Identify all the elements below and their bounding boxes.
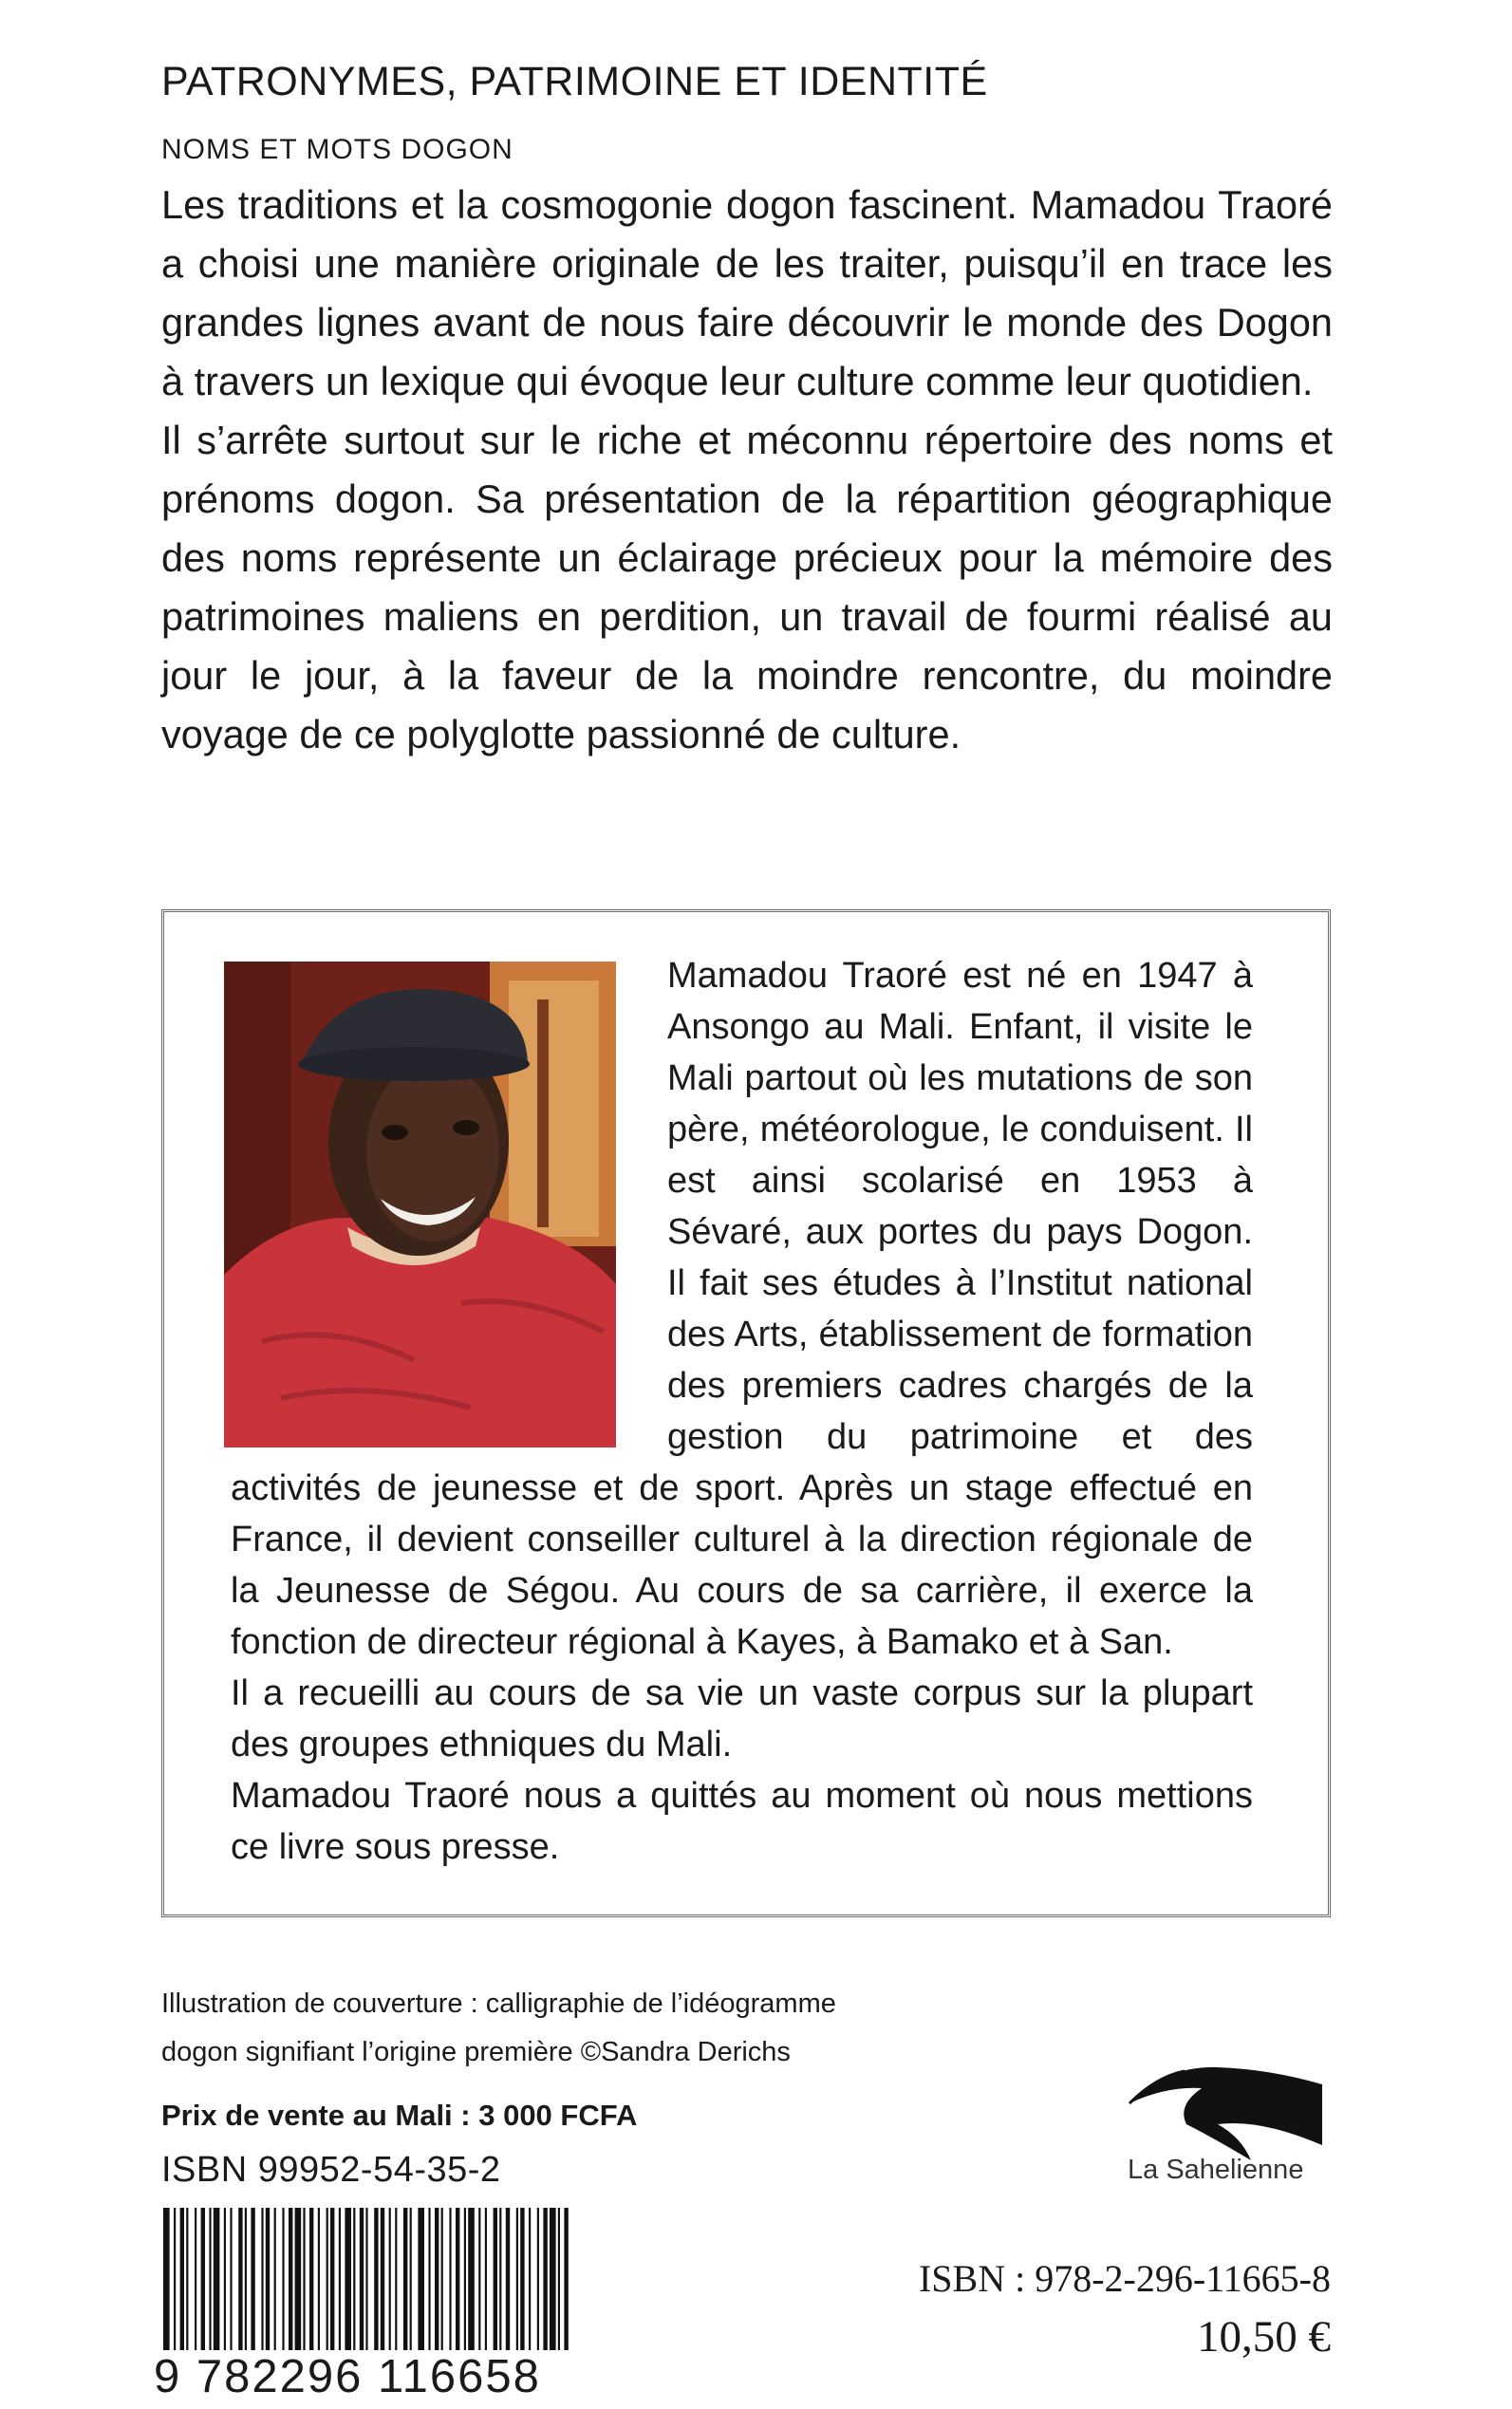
- barcode-bar: [245, 2208, 247, 2369]
- bio-paragraph: Il a recueilli au cours de sa vie un vaste corpus sur la plupart des groupes ethniques du Mali.: [231, 1673, 1253, 1765]
- barcode-bar: [174, 2208, 176, 2369]
- barcode-bar: [418, 2208, 424, 2369]
- barcode: [163, 2208, 571, 2369]
- barcode-bar: [516, 2208, 518, 2369]
- barcode-bar: [558, 2208, 560, 2369]
- barcode-bar: [468, 2208, 475, 2369]
- barcode-bar: [186, 2208, 188, 2369]
- barcode-bar: [330, 2208, 334, 2369]
- barcode-bar: [353, 2208, 355, 2369]
- barcode-bar: [266, 2208, 270, 2369]
- barcode-bar: [238, 2208, 242, 2369]
- barcode-bar: [529, 2208, 531, 2369]
- barcode-bar: [360, 2208, 364, 2369]
- barcode-bar: [389, 2208, 391, 2369]
- barcode-bar: [289, 2208, 292, 2369]
- price-euro: 10,50 €: [1197, 2312, 1331, 2362]
- barcode-bar: [428, 2208, 430, 2369]
- barcode-bar: [564, 2208, 568, 2369]
- barcode-bar: [214, 2208, 220, 2369]
- blurb-paragraph: Il s’arrête surtout sur le riche et méconnu répertoire des noms et prénoms dogon. Sa présentation de la répartition géographique des noms représente un éclairage précieux pour la mémoire des patrimoines maliens en perdition, un travail de fourmi réalisé au jour le jour, à la faveur de la moindre rencontre, du moindre voyage de ce polyglotte passionné de culture.: [161, 418, 1333, 756]
- barcode-bar: [339, 2208, 341, 2369]
- credit-line: dogon signifiant l’origine première ©Sandra Derichs: [161, 2037, 791, 2067]
- barcode-bar: [374, 2208, 378, 2369]
- barcode-bar: [395, 2208, 397, 2369]
- barcode-bar: [464, 2208, 466, 2369]
- book-subtitle: NOMS ET MOTS DOGON: [161, 134, 513, 165]
- blurb-paragraph: Les traditions et la cosmogonie dogon fascinent. Mamadou Traoré a choisi une manière originale de les traiter, puisqu’il en trace les grandes lignes avant de nous faire découvrir le monde des Dogon à travers un lexique qui évoque leur culture comme leur quotidien.: [161, 182, 1333, 403]
- barcode-bar: [435, 2208, 439, 2369]
- cover-credit: [161, 1980, 836, 2077]
- bio-paragraph: Mamadou Traoré est né en 1947 à Ansongo au Mali. Enfant, il visite le Mali partout où les mutations de son père, météorologue, le conduisent. Il est ainsi scolarisé en 1953 à Sévaré, aux portes du pays Dogon. Il fait ses études à l’Institut national des Arts, établissement de formation des premiers cadres chargés de la gestion du patrimoine et des activités de jeunesse et de sport. Après un stage effectué en France, il devient conseiller culturel à la direction régionale de la Jeunesse de Ségou. Au cours de sa carrière, il exerce la fonction de directeur régional à Kayes, à Bamako et à San.: [231, 956, 1253, 1662]
- barcode-bar: [327, 2208, 328, 2369]
- barcode-bar: [485, 2208, 487, 2369]
- barcode-bar: [410, 2208, 412, 2369]
- publisher-name: La Sahelienne: [1128, 2155, 1304, 2185]
- book-title: PATRONYMES, PATRIMOINE ET IDENTITÉ: [161, 59, 988, 104]
- barcode-bar: [506, 2208, 510, 2369]
- barcode-bar: [365, 2208, 367, 2369]
- credit-line: Illustration de couverture : calligraphie de l’idéogramme: [161, 1989, 836, 2019]
- price-mali: Prix de vente au Mali : 3 000 FCFA: [161, 2099, 638, 2132]
- barcode-bar: [456, 2208, 459, 2369]
- barcode-bar: [520, 2208, 524, 2369]
- barcode-bar: [303, 2208, 305, 2369]
- barcode-bar: [449, 2208, 451, 2369]
- barcode-bar: [441, 2208, 443, 2369]
- barcode-bar: [381, 2208, 384, 2369]
- book-blurb: [161, 176, 1333, 764]
- author-bio-box: [161, 909, 1331, 1917]
- isbn-main: ISBN : 978-2-296-11665-8: [918, 2257, 1331, 2300]
- barcode-bar: [543, 2208, 547, 2369]
- barcode-bar: [550, 2208, 556, 2369]
- barcode-bar: [201, 2208, 205, 2369]
- barcode-bar: [274, 2208, 276, 2369]
- barcode-bar: [318, 2208, 320, 2369]
- barcode-bar: [403, 2208, 407, 2369]
- barcode-bar: [309, 2208, 313, 2369]
- barcode-bar: [230, 2208, 232, 2369]
- barcode-bar: [499, 2208, 501, 2369]
- barcode-bar: [251, 2208, 254, 2369]
- barcode-bar: [282, 2208, 284, 2369]
- isbn-mali: ISBN 99952-54-35-2: [161, 2150, 501, 2190]
- barcode-bar: [494, 2208, 497, 2369]
- barcode-bar: [345, 2208, 351, 2369]
- barcode-bar: [195, 2208, 196, 2369]
- author-bio-text: [231, 950, 1253, 1873]
- barcode-number: 9 782296 116658: [154, 2351, 541, 2402]
- barcode-bar: [478, 2208, 480, 2369]
- barcode-bar: [261, 2208, 263, 2369]
- barcode-bar: [295, 2208, 302, 2369]
- barcode-bar: [209, 2208, 211, 2369]
- bio-paragraph: Mamadou Traoré nous a quittés au moment où nous mettions ce livre sous presse.: [231, 1776, 1253, 1867]
- barcode-bar: [224, 2208, 226, 2369]
- barcode-bar: [163, 2208, 170, 2369]
- barcode-bar: [180, 2208, 184, 2369]
- barcode-bar: [537, 2208, 539, 2369]
- barcode-digits: [152, 2350, 569, 2403]
